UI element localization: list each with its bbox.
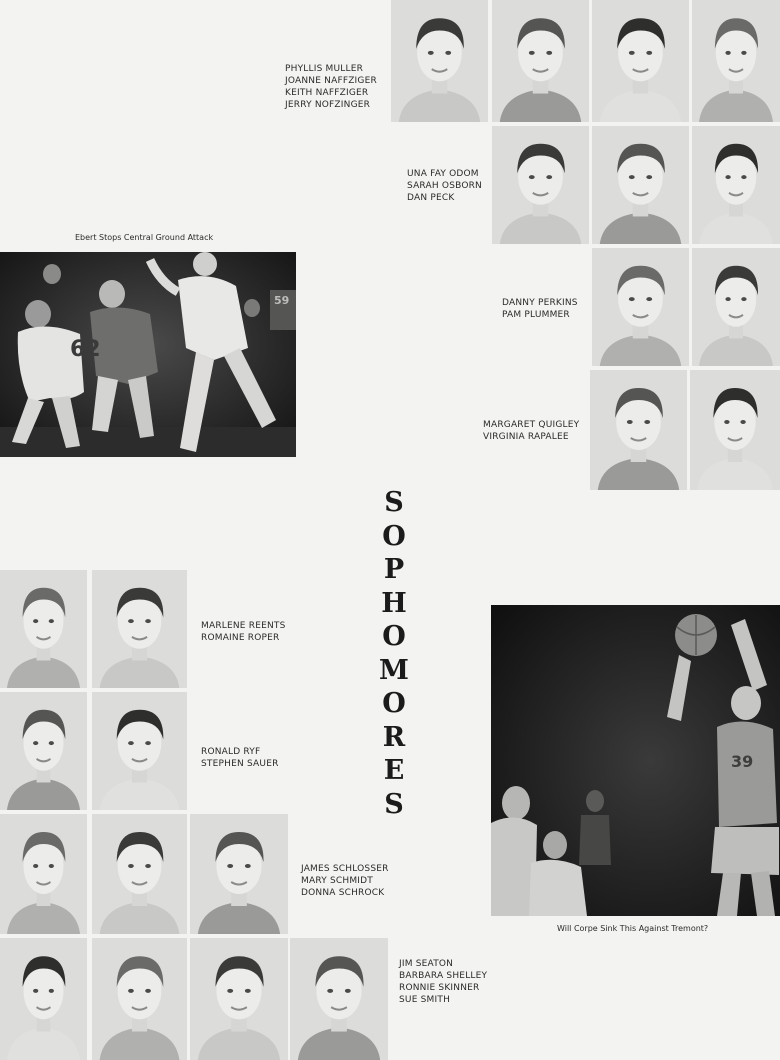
student-portrait	[492, 126, 589, 244]
student-portrait	[0, 570, 87, 688]
student-portrait	[92, 692, 187, 810]
student-name: SUE SMITH	[399, 995, 451, 1005]
jersey-number: 59	[274, 294, 290, 307]
basketball-photo	[491, 605, 780, 916]
student-name: PHYLLIS MULLER	[285, 64, 364, 74]
student-portrait	[190, 814, 288, 934]
student-name: KEITH NAFFZIGER	[285, 88, 369, 98]
names-group-6	[201, 746, 279, 770]
student-name: DAN PECK	[407, 193, 455, 203]
student-name: UNA FAY ODOM	[407, 169, 479, 179]
student-portrait	[590, 370, 687, 490]
student-portrait	[391, 0, 488, 122]
student-portrait	[290, 938, 388, 1060]
jersey-number: 39	[731, 752, 754, 771]
student-name: STEPHEN SAUER	[201, 759, 279, 769]
names-group-3	[502, 297, 578, 321]
football-caption: Ebert Stops Central Ground Attack	[75, 233, 214, 242]
names-group-8	[399, 958, 487, 1006]
student-portrait	[0, 692, 87, 810]
section-title: S O P H O M O R E S	[379, 487, 409, 820]
student-portrait	[0, 814, 87, 934]
student-name: ROMAINE ROPER	[201, 633, 280, 643]
student-name: BARBARA SHELLEY	[399, 971, 488, 981]
names-group-5	[201, 620, 286, 644]
student-name: DONNA SCHROCK	[301, 888, 385, 898]
student-portrait	[92, 814, 187, 934]
student-name: PAM PLUMMER	[502, 310, 570, 320]
student-name: JAMES SCHLOSSER	[301, 864, 389, 874]
student-portrait	[592, 126, 689, 244]
student-portrait	[692, 126, 780, 244]
student-portrait	[692, 248, 780, 366]
student-portrait	[92, 570, 187, 688]
student-name: SARAH OSBORN	[407, 181, 482, 191]
names-group-7	[301, 863, 389, 899]
student-name: MARLENE REENTS	[201, 621, 286, 631]
student-portrait	[592, 248, 689, 366]
student-name: RONNIE SKINNER	[399, 983, 480, 993]
student-name: JERRY NOFZINGER	[285, 100, 371, 110]
student-portrait	[92, 938, 187, 1060]
student-portrait	[592, 0, 689, 122]
names-group-2	[407, 168, 482, 204]
student-portrait	[0, 938, 87, 1060]
student-name: JIM SEATON	[399, 959, 454, 969]
football-photo	[0, 252, 296, 457]
student-name: DANNY PERKINS	[502, 298, 578, 308]
student-name: MARGARET QUIGLEY	[483, 420, 580, 430]
student-name: MARY SCHMIDT	[301, 876, 373, 886]
student-name: RONALD RYF	[201, 747, 261, 757]
basketball-caption: Will Corpe Sink This Against Tremont?	[557, 924, 709, 933]
student-name: JOANNE NAFFZIGER	[285, 76, 377, 86]
student-portrait	[692, 0, 780, 122]
names-group-4	[483, 419, 579, 443]
jersey-number: 62	[70, 337, 101, 362]
student-name: VIRGINIA RAPALEE	[483, 432, 569, 442]
names-group-1	[285, 63, 377, 111]
student-portrait	[690, 370, 780, 490]
student-portrait	[190, 938, 288, 1060]
student-portrait	[492, 0, 589, 122]
